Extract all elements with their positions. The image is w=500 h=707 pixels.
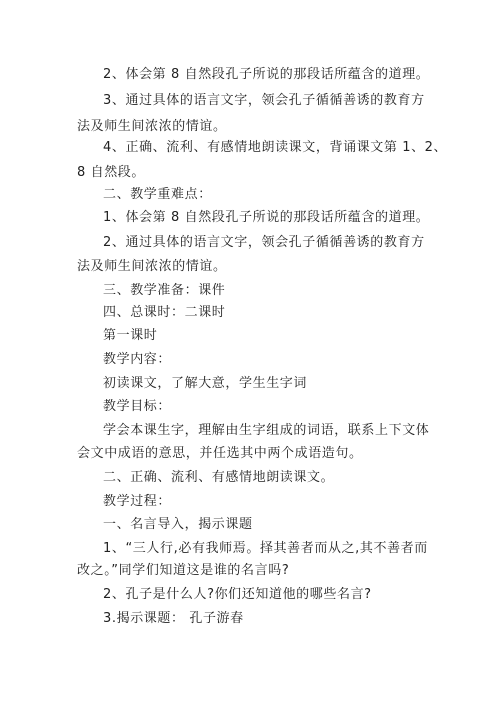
section-heading: 一、名言导入，揭示课题 <box>103 517 253 532</box>
section-heading: 教学目标： <box>103 399 172 414</box>
text-line: 二、正确、流利、有感情地朗读课文。 <box>103 470 335 485</box>
text-line: 3、通过具体的语言文字，领会孔子循循善诱的教育方 <box>103 93 425 108</box>
text-line: 法及师生间浓浓的情谊。 <box>77 119 227 134</box>
text-line: 1、体会第 8 自然段孔子所说的那段话所蕴含的道理。 <box>103 210 430 225</box>
text-line: 8 自然段。 <box>77 165 146 180</box>
text-line: 1、“三人行,必有我师焉。择其善者而从之,其不善者而 <box>103 541 428 556</box>
text-line: 会文中成语的意思，并任选其中两个成语造句。 <box>77 446 363 461</box>
text-line: 3.揭示课题： 孔子游春 <box>103 611 244 626</box>
section-heading: 教学过程： <box>103 494 172 509</box>
text-line: 法及师生间浓浓的情谊。 <box>77 259 227 274</box>
section-heading: 二、教学重难点： <box>103 187 212 202</box>
text-line: 2、通过具体的语言文字，领会孔子循循善诱的教育方 <box>103 235 425 250</box>
lesson-title: 第一课时 <box>103 328 158 343</box>
text-line: 改之。”同学们知道这是谁的名言吗? <box>77 563 290 578</box>
section-heading: 三、教学准备：课件 <box>103 283 226 298</box>
section-heading: 四、总课时：二课时 <box>103 305 226 320</box>
text-line: 4、正确、流利、有感情地朗读课文，背诵课文第 1、2、 <box>103 140 448 155</box>
text-line: 2、孔子是什么人?你们还知道他的哪些名言? <box>103 587 372 602</box>
text-line: 2、体会第 8 自然段孔子所说的那段话所蕴含的道理。 <box>103 67 430 82</box>
text-line: 初读课文，了解大意，学生生字词 <box>103 376 308 391</box>
text-line: 学会本课生字，理解由生字组成的词语，联系上下文体 <box>103 423 430 438</box>
section-heading: 教学内容： <box>103 352 172 367</box>
